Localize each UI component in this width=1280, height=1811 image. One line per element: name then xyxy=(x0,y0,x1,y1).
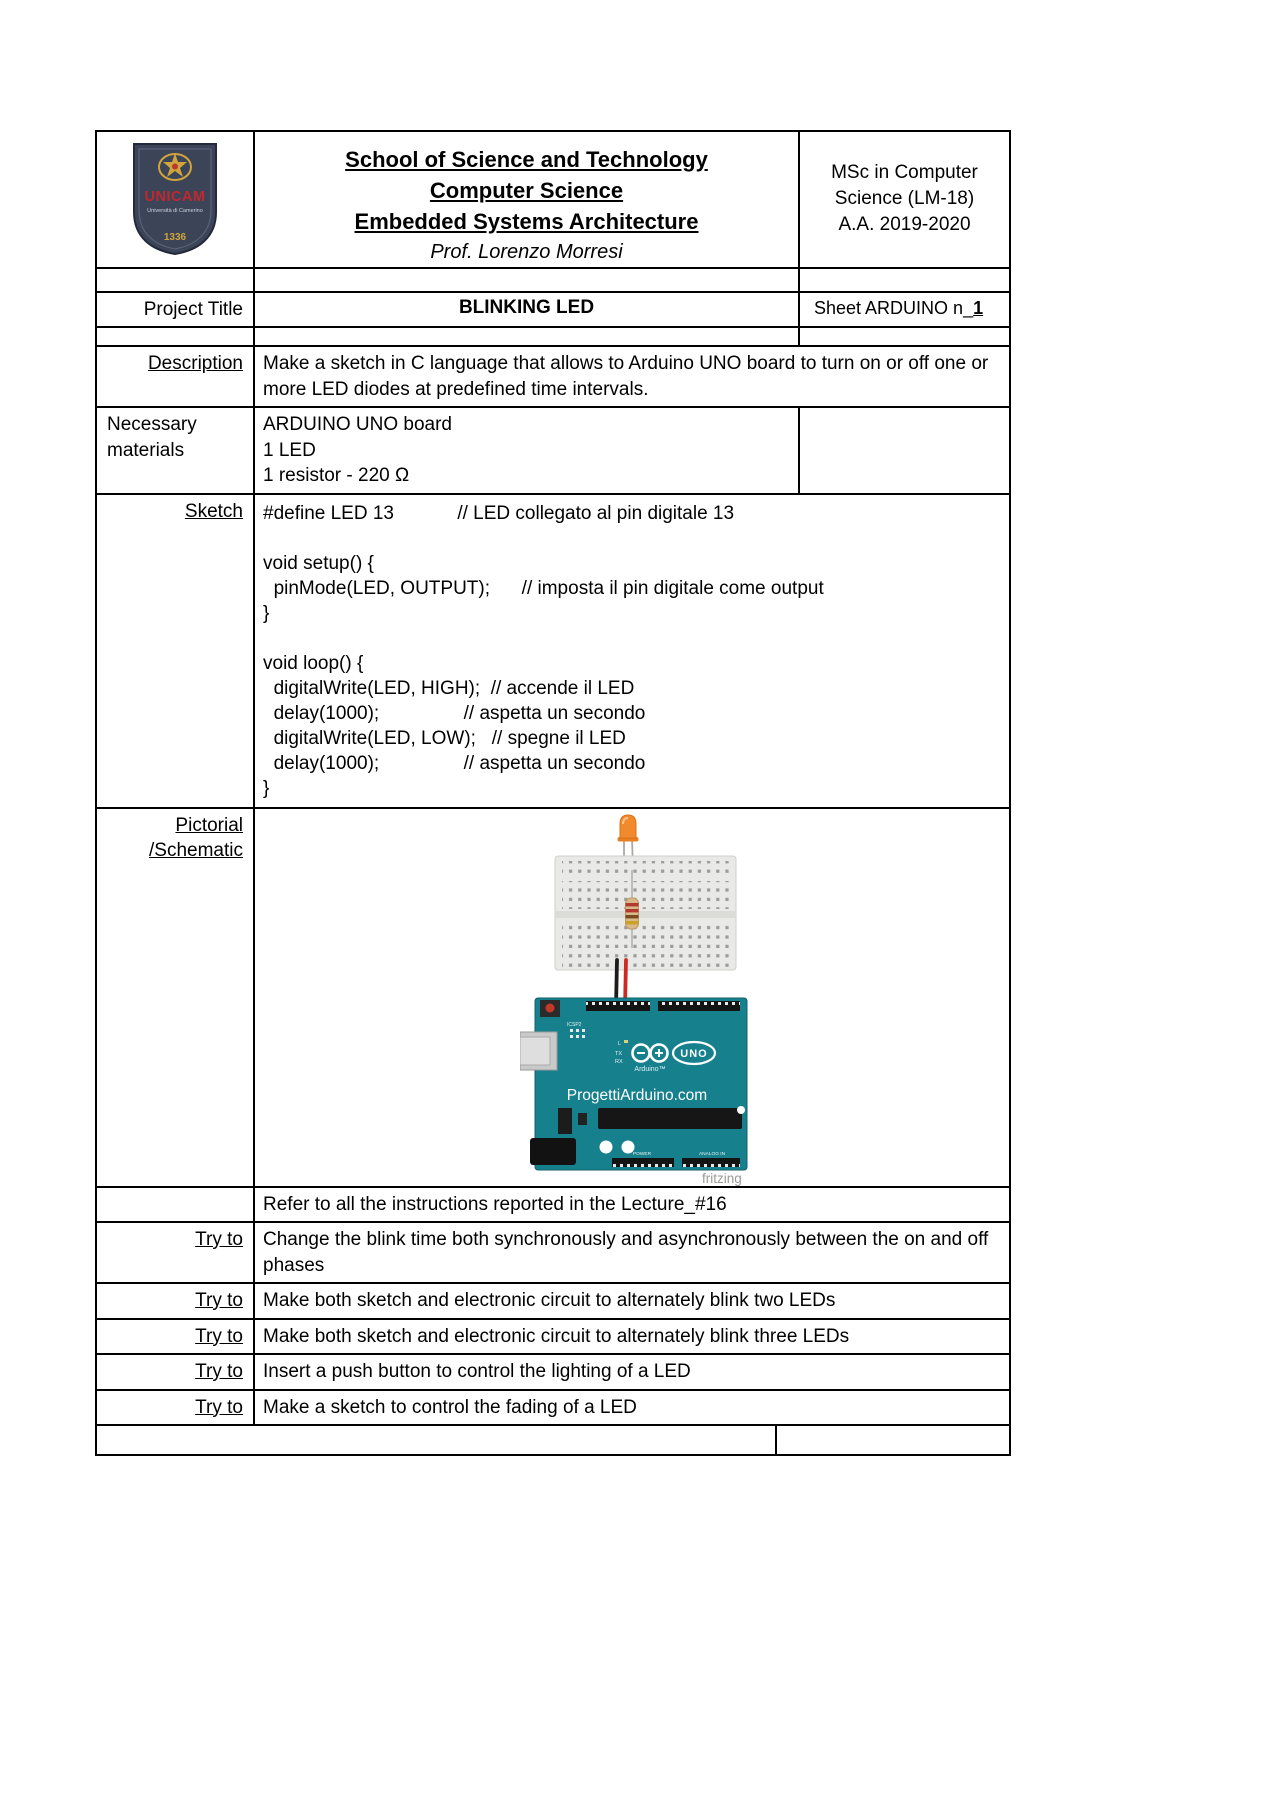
description-row xyxy=(97,347,1009,408)
empty-cell xyxy=(255,269,800,291)
course-title xyxy=(255,206,798,237)
tx-label: TX xyxy=(615,1050,623,1057)
arduino-board-graphic xyxy=(520,998,747,1170)
project-title: BLINKING LED xyxy=(255,293,800,326)
header-row xyxy=(97,132,1009,269)
empty-cell xyxy=(97,1426,777,1454)
logo-university-name: Università di Camerino xyxy=(147,208,203,214)
program-line-1: MSc in Computer xyxy=(831,162,978,183)
empty-cell xyxy=(800,269,1009,291)
power-header-label: POWER xyxy=(632,1151,652,1157)
task-row xyxy=(97,1355,1009,1391)
empty-cell xyxy=(97,1188,255,1222)
icsp-label: ICSP2 xyxy=(567,1021,582,1028)
department-title-text: Computer Science xyxy=(429,178,624,203)
header-titles xyxy=(255,132,800,267)
code-line: delay(1000); // aspetta un secondo xyxy=(263,702,646,724)
arduino-brand-label: Arduino™ xyxy=(634,1065,666,1073)
task-row xyxy=(97,1223,1009,1284)
sketch-row xyxy=(97,495,1009,809)
code-line: } xyxy=(263,777,270,799)
program-line-2: Science (LM-18) xyxy=(834,188,975,209)
pictorial-label xyxy=(97,809,255,1186)
material-item: 1 resistor - 220 Ω xyxy=(263,465,410,486)
course-title-text: Embedded Systems Architecture xyxy=(354,209,699,234)
sketch-code xyxy=(255,495,1009,807)
try-to-label xyxy=(97,1320,255,1354)
try-to-label xyxy=(97,1223,255,1282)
mounting-hole-graphic xyxy=(600,1140,613,1153)
code-line: digitalWrite(LED, LOW); // spegne il LED xyxy=(263,727,626,749)
sketch-label xyxy=(97,495,255,807)
unicam-shield-icon xyxy=(129,140,221,258)
description-label xyxy=(97,347,255,406)
rx-label: RX xyxy=(615,1058,623,1065)
materials-row xyxy=(97,408,1009,495)
try-to-label-text: Try to xyxy=(195,1396,243,1418)
code-line: #define LED 13 // LED collegato al pin digitale 13 xyxy=(263,502,735,524)
university-logo xyxy=(97,132,255,267)
project-title-row xyxy=(97,293,1009,328)
task-text: Make both sketch and electronic circuit to alternately blink three LEDs xyxy=(263,1325,850,1347)
task-row xyxy=(97,1284,1009,1320)
description-label-text: Description xyxy=(147,353,243,374)
school-title-text: School of Science and Technology xyxy=(345,147,708,172)
code-line xyxy=(263,526,999,551)
code-line: void loop() { xyxy=(263,652,364,674)
project-title-label: Project Title xyxy=(97,293,255,326)
reset-button-graphic xyxy=(540,1000,560,1017)
circuit-figure xyxy=(255,809,1009,1186)
task-text: Change the blink time both synchronously and asynchronously between the on and off phases xyxy=(263,1229,989,1276)
material-item: ARDUINO UNO board xyxy=(263,414,452,435)
professor-name: Prof. Lorenzo Morresi xyxy=(430,241,623,263)
uno-model-label: UNO xyxy=(680,1047,708,1060)
sketch-label-text: Sketch xyxy=(184,500,243,522)
circuit-illustration xyxy=(520,810,830,1187)
program-line-3: A.A. 2019-2020 xyxy=(838,214,971,235)
reference-note: Refer to all the instructions reported in the Lecture_#16 xyxy=(263,1193,727,1215)
usb-connector-graphic xyxy=(520,1032,557,1070)
sheet-prefix: Sheet ARDUINO n_ xyxy=(814,298,974,318)
fritzing-watermark: fritzing xyxy=(702,1170,742,1186)
try-to-label xyxy=(97,1284,255,1318)
materials-label-line1: Necessary xyxy=(107,414,197,435)
power-jack-graphic xyxy=(530,1138,576,1165)
materials-label-line2: materials xyxy=(107,439,185,461)
empty-cell xyxy=(97,269,255,291)
logo-founded-year: 1336 xyxy=(163,232,187,243)
code-line: delay(1000); // aspetta un secondo xyxy=(263,752,646,774)
reference-note-row xyxy=(97,1188,1009,1224)
board-site-label: ProgettiArduino.com xyxy=(566,1086,708,1104)
code-line: void setup() { xyxy=(263,552,374,574)
code-line: digitalWrite(LED, HIGH); // accende il LED xyxy=(263,677,635,699)
pictorial-label-line2: /Schematic xyxy=(149,839,243,861)
code-line: pinMode(LED, OUTPUT); // imposta il pin digitale come output xyxy=(263,577,824,599)
worksheet-table xyxy=(95,130,1011,1456)
sheet-number xyxy=(800,293,1009,326)
try-to-label xyxy=(97,1355,255,1389)
task-text: Make a sketch to control the fading of a LED xyxy=(263,1396,637,1418)
empty-cell xyxy=(800,328,1009,345)
task-row xyxy=(97,1320,1009,1356)
onboard-led-graphic xyxy=(624,1040,628,1043)
pictorial-row xyxy=(97,809,1009,1188)
program-info xyxy=(800,132,1009,267)
ic-socket-graphic xyxy=(598,1108,742,1129)
try-to-label-text: Try to xyxy=(195,1290,243,1311)
breadboard-graphic xyxy=(555,856,736,970)
code-line: } xyxy=(263,602,270,624)
spacer-row xyxy=(97,328,1009,347)
mounting-hole-graphic xyxy=(737,1106,745,1114)
code-line xyxy=(263,626,999,651)
material-item: 1 LED xyxy=(263,439,316,461)
capacitor-graphic xyxy=(578,1113,587,1125)
try-to-label-text: Try to xyxy=(195,1361,243,1382)
circuit-figure-wrap xyxy=(520,810,830,1192)
materials-list xyxy=(255,408,800,493)
footer-row xyxy=(97,1426,1009,1454)
logo-acronym: UNICAM xyxy=(144,189,206,205)
empty-cell xyxy=(777,1426,1009,1454)
try-to-label-text: Try to xyxy=(195,1325,243,1347)
school-title xyxy=(255,144,798,175)
task-row xyxy=(97,1391,1009,1427)
task-text: Insert a push button to control the lighting of a LED xyxy=(263,1361,691,1382)
led-l-label: L xyxy=(618,1040,622,1047)
try-to-label xyxy=(97,1391,255,1425)
analog-header-label: ANALOG IN xyxy=(698,1151,726,1157)
sheet-number-value: 1 xyxy=(973,298,984,318)
spacer-row xyxy=(97,269,1009,293)
empty-cell xyxy=(97,328,255,345)
task-text: Make both sketch and electronic circuit to alternately blink two LEDs xyxy=(263,1290,836,1311)
pictorial-label-line1: Pictorial xyxy=(175,814,243,836)
empty-cell xyxy=(255,328,800,345)
materials-label xyxy=(97,408,255,493)
description-text: Make a sketch in C language that allows to Arduino UNO board to turn on or off one or more LED diodes at predefined time intervals. xyxy=(263,353,989,400)
regulator-graphic xyxy=(558,1108,572,1134)
empty-cell xyxy=(800,408,1009,493)
department-title xyxy=(255,175,798,206)
try-to-label-text: Try to xyxy=(195,1229,243,1250)
